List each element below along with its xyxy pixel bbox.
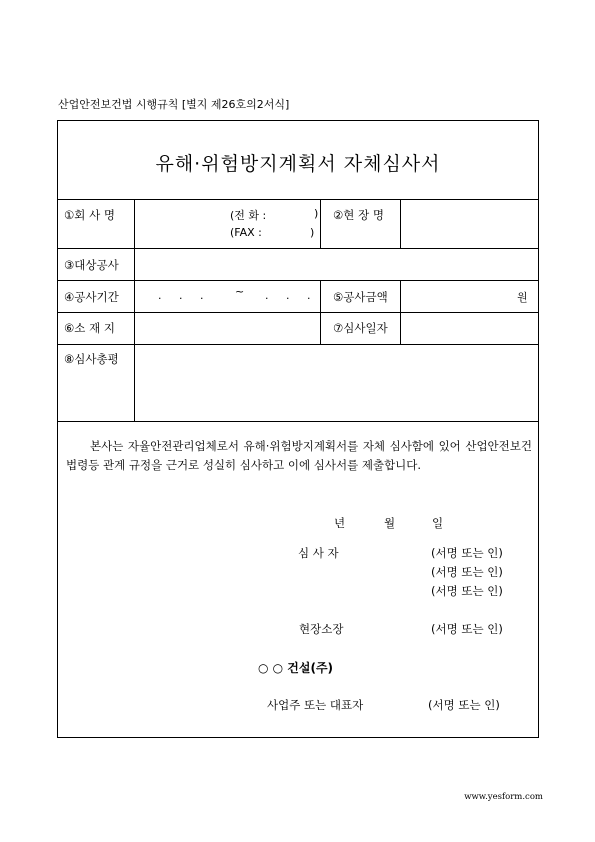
row-divider — [58, 280, 538, 281]
submission-statement: 본사는 자율안전관리업체로서 유해·위험방지계획서를 자체 심사함에 있어 산업안전보건법령등 관계 규정을 근거로 성실히 심사하고 이에 심사서를 제출합니다. — [66, 439, 532, 472]
site-manager-label: 현장소장 — [299, 622, 344, 636]
owner-label: 사업주 또는 대표자 — [267, 698, 364, 712]
reviewer-label: 심 사 자 — [298, 546, 339, 560]
column-divider — [400, 199, 401, 248]
date-day: 일 — [432, 516, 444, 530]
site-name-label: ②현 장 명 — [333, 208, 384, 222]
column-divider — [320, 280, 321, 344]
fax-label: (FAX : — [230, 226, 262, 239]
form-title: 유해·위험방지계획서 자체심사서 — [155, 153, 441, 175]
form-reference-note: 산업안전보건법 시행규칙 [별지 제26호의2서식] — [58, 98, 290, 111]
period-end-dots: . . . — [265, 289, 311, 302]
phone-close: ) — [314, 207, 319, 220]
form-frame — [57, 120, 539, 738]
site-manager-signature: (서명 또는 인) — [431, 622, 503, 636]
reviewer-signature-1: (서명 또는 인) — [431, 546, 503, 560]
date-year: 년 — [334, 516, 346, 530]
overall-review-label: ⑧심사총평 — [64, 352, 119, 366]
date-month: 월 — [384, 516, 396, 530]
location-label: ⑥소 재 지 — [64, 321, 115, 335]
row-divider — [58, 312, 538, 313]
period-tilde: ~ — [235, 285, 245, 298]
target-work-label: ③대상공사 — [64, 258, 119, 272]
column-divider — [400, 280, 401, 344]
row-divider — [58, 199, 538, 200]
period-label: ④공사기간 — [64, 290, 119, 304]
row-divider — [58, 248, 538, 249]
column-divider — [320, 199, 321, 248]
company-name-label: ①회 사 명 — [64, 208, 115, 222]
row-divider — [58, 421, 538, 422]
label-column-divider — [134, 199, 135, 421]
phone-label: (전 화 : — [230, 209, 267, 222]
fax-close: ) — [310, 226, 315, 239]
company-name: ○ ○ 건설(주) — [258, 661, 334, 675]
period-start-dots: . . . — [158, 289, 204, 302]
amount-label: ⑤공사금액 — [333, 290, 388, 304]
footer-url: www.yesform.com — [464, 792, 543, 802]
reviewer-signature-3: (서명 또는 인) — [431, 584, 503, 598]
row-divider — [58, 344, 538, 345]
amount-unit: 원 — [517, 291, 528, 304]
owner-signature: (서명 또는 인) — [428, 698, 500, 712]
review-date-label: ⑦심사일자 — [333, 321, 388, 335]
reviewer-signature-2: (서명 또는 인) — [431, 565, 503, 579]
